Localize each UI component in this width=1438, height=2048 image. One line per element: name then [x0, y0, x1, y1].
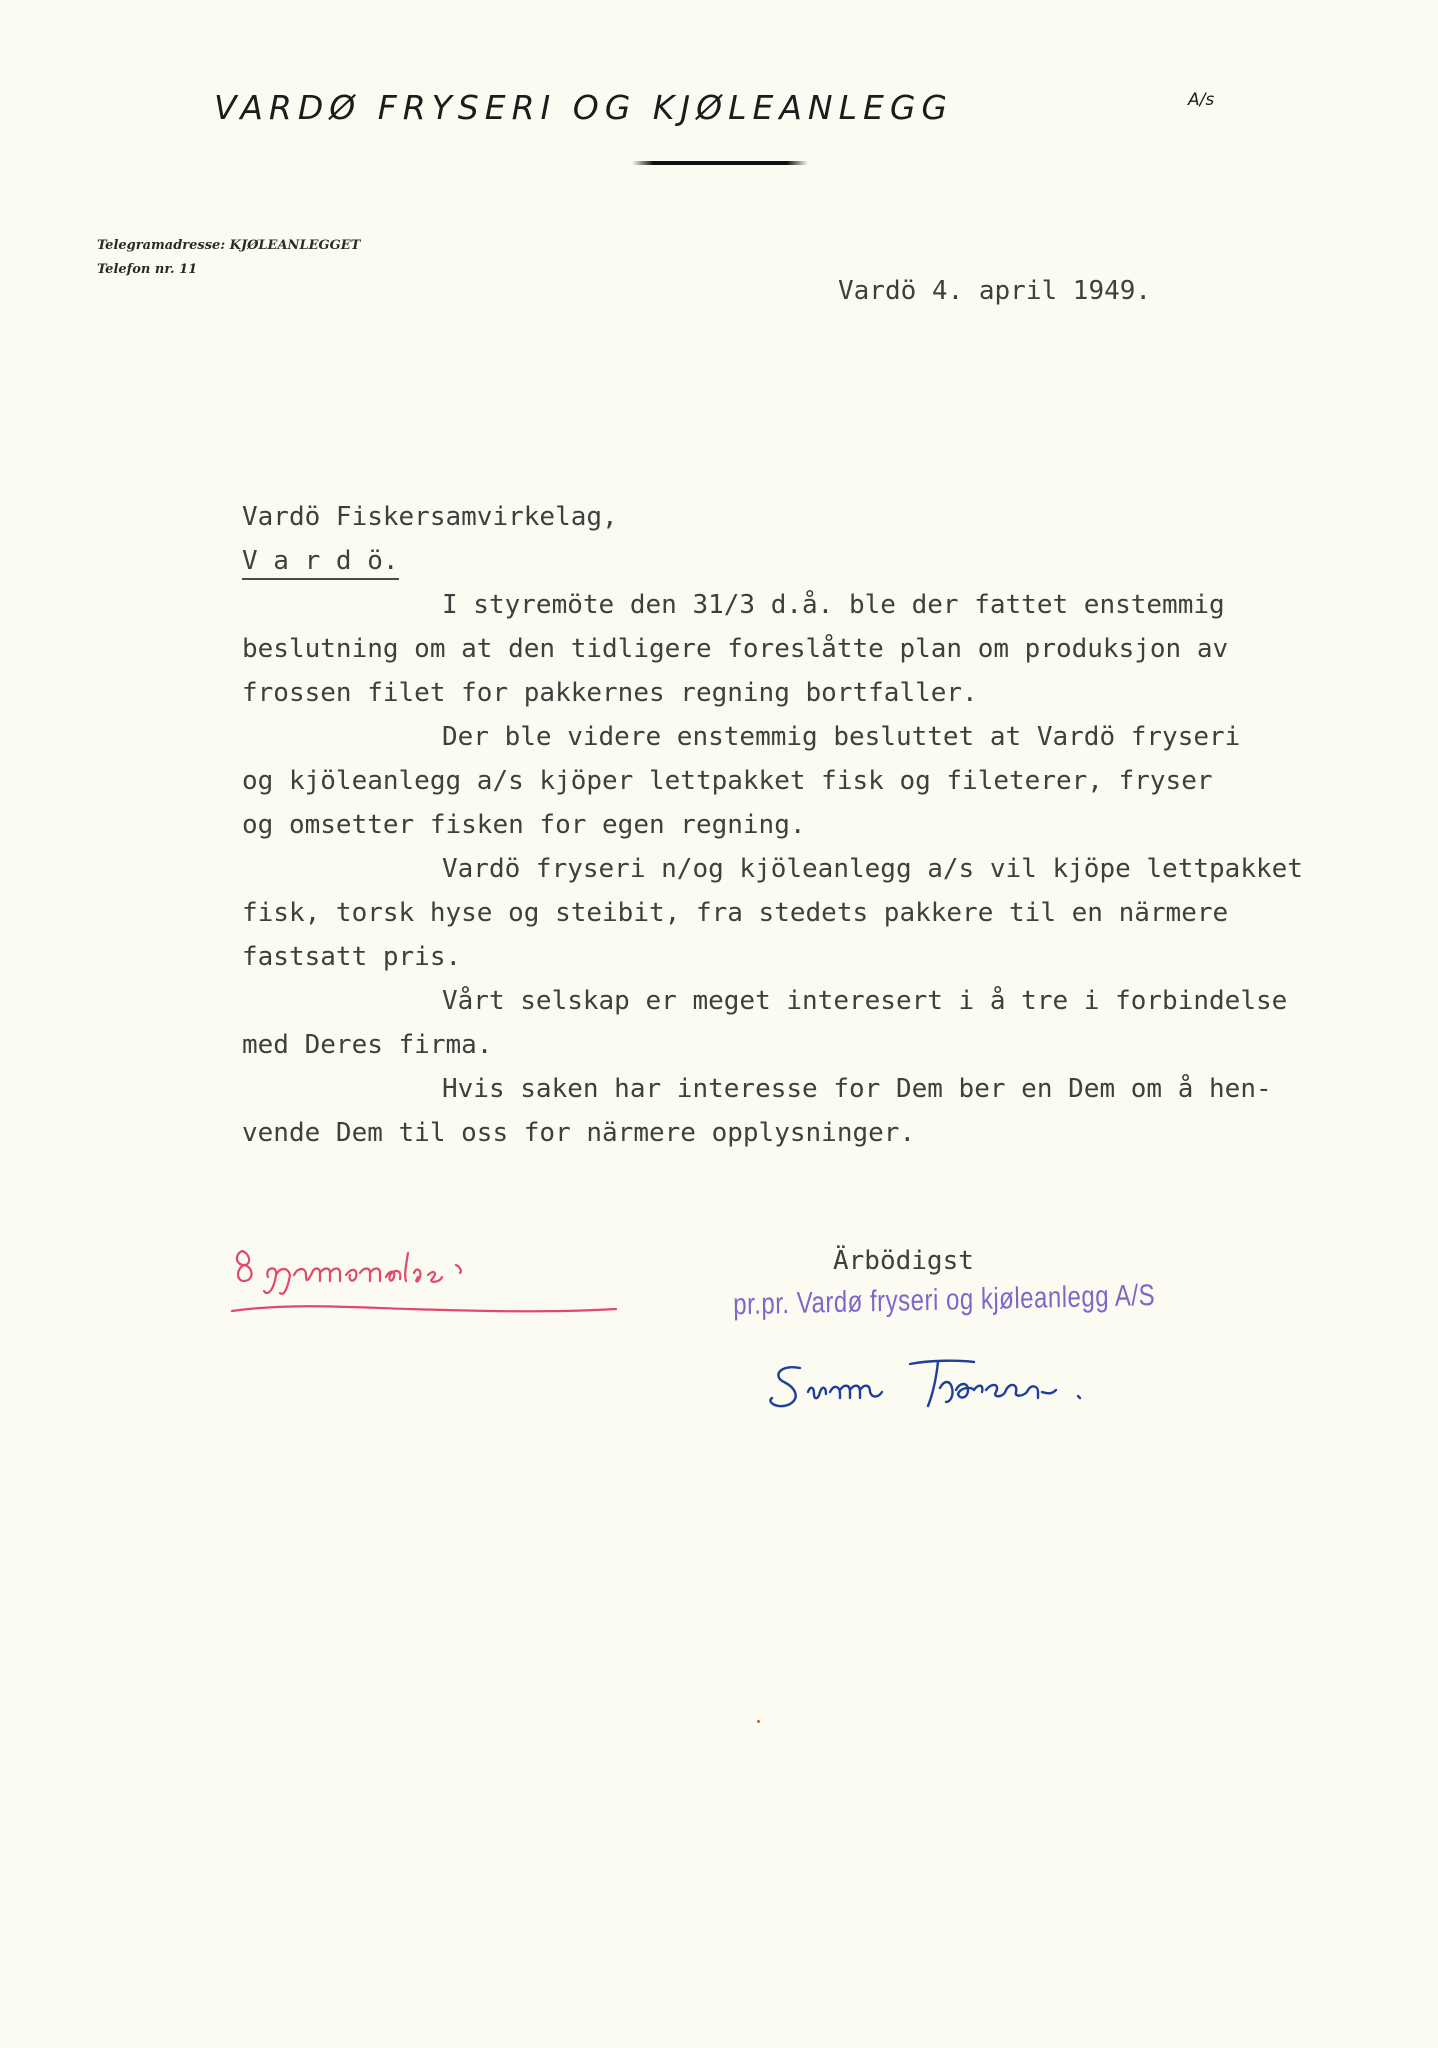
body-line: og omsetter fisken for egen regning.: [242, 810, 806, 840]
body-line: beslutning om at den tidligere foreslåtte plan om produksjon av: [242, 634, 1229, 664]
body-line: Hvis saken har interesse for Dem ber en Dem om å hen-: [442, 1074, 1272, 1104]
company-stamp: [733, 1279, 1155, 1323]
letterhead-company-name: VARDØ FRYSERI OG KJØLEANLEGG: [214, 88, 953, 127]
letter-body: [242, 495, 1392, 1155]
recipient-place: V a r d ö.: [242, 544, 399, 580]
body-line: Vårt selskap er meget interesert i å tre i forbindelse: [442, 986, 1288, 1016]
ink-speck: [757, 1720, 760, 1723]
letter-date: Vardö 4. april 1949.: [838, 276, 1152, 306]
telegram-address: Telegramadresse: KJØLEANLEGGET: [97, 238, 361, 253]
closing-salutation: Ärbödigst: [833, 1246, 974, 1276]
signature-text: Svein Thoresen: [760, 1419, 768, 1420]
stamp-text: pr.pr. Vardø fryseri og kjøleanlegg A/S: [733, 1278, 1156, 1322]
handwritten-copies-note: [228, 1243, 624, 1335]
body-line: fastsatt pris.: [242, 942, 462, 972]
body-line: I styremöte den 31/3 d.å. ble der fattet enstemmig: [442, 590, 1225, 620]
body-line: vende Dem til oss for närmere opplysninger.: [242, 1118, 916, 1148]
body-line: med Deres firma.: [242, 1030, 493, 1060]
body-line: frossen filet for pakkernes regning bortfaller.: [242, 678, 978, 708]
recipient-name: Vardö Fiskersamvirkelag,: [242, 502, 618, 532]
letterhead-rule: [632, 161, 808, 165]
signature: [760, 1350, 1160, 1420]
letterhead-company-suffix: A/s: [1188, 90, 1215, 110]
body-line: Vardö fryseri n/og kjöleanlegg a/s vil kjöpe lettpakket: [442, 854, 1303, 884]
body-line: Der ble videre enstemmig besluttet at Vardö fryseri: [442, 722, 1241, 752]
phone-number: Telefon nr. 11: [97, 262, 198, 277]
body-line: og kjöleanlegg a/s kjöper lettpakket fisk og fileterer, fryser: [242, 766, 1213, 796]
body-line: fisk, torsk hyse og steibit, fra stedets pakkere til en närmere: [242, 898, 1229, 928]
